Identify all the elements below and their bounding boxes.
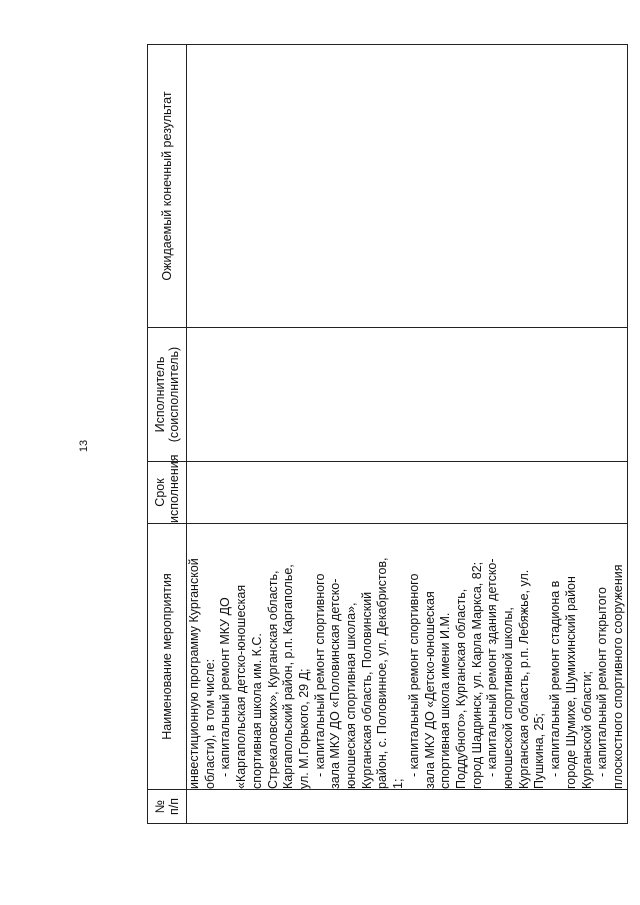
activity-text-line: Пушкина, 25; xyxy=(532,713,547,789)
cell-result xyxy=(187,45,628,328)
activity-text-line: плоскостного спортивного сооружения xyxy=(610,564,625,789)
activity-text-line: «Каргапольская детско-юношеская xyxy=(234,584,249,789)
activity-text-line: спортивная школа им. К.С. xyxy=(249,633,264,789)
header-num: № п/п xyxy=(148,790,187,824)
activity-text-line: Стрекаловских», Курганская область, xyxy=(265,570,280,789)
activity-text-line: город Шадринск, ул. Карла Маркса, 82; xyxy=(469,561,484,789)
activity-text-line: - капитальный ремонт МКУ ДО xyxy=(218,597,233,777)
activity-text-line: - капитальный ремонт спортивного xyxy=(312,573,327,777)
activity-text-line: Курганская область, р.п. Лебяжье, ул. xyxy=(516,569,531,789)
page-number: 13 xyxy=(78,439,90,453)
rotated-table-wrapper xyxy=(147,45,625,824)
activity-text-line: 1; xyxy=(391,778,406,789)
activity-text-line: спортивная школа имени И.М. xyxy=(438,612,453,789)
activity-text-line: городе Шумихе, Шумихинский район xyxy=(563,576,578,789)
table-row xyxy=(187,45,628,824)
activity-text-line: - капитальный ремонт спортивного xyxy=(406,573,421,777)
activity-text-line: инвестиционную программу Курганской xyxy=(187,558,201,789)
table-header-row xyxy=(148,45,187,824)
header-result: Ожидаемый конечный результат xyxy=(148,45,187,328)
activity-text-line: - капитальный ремонт стадиона в xyxy=(548,580,563,777)
activity-text-line: - капитальный ремонт здания детско- xyxy=(485,558,500,777)
header-name: Наименование мероприятия xyxy=(148,524,187,790)
activity-text-line: юношеской спортивной школы, xyxy=(501,607,516,789)
cell-executor xyxy=(187,328,628,462)
activities-table xyxy=(147,44,628,824)
activity-text-line: юношеская спортивная школа», xyxy=(344,602,359,789)
activity-text-line: зала МКУ ДО «Половинская детско- xyxy=(328,578,343,789)
cell-num xyxy=(187,790,628,824)
header-executor: Исполнитель (соисполнитель) xyxy=(148,328,187,462)
activity-text-line: - капитальный ремонт открытого xyxy=(595,587,610,777)
cell-deadline xyxy=(187,462,628,524)
cell-activity-name xyxy=(187,524,628,790)
activity-text-line: Каргапольский район, р.п. Каргаполье, xyxy=(281,564,296,789)
activity-text-line: Курганская область, Половинский xyxy=(359,591,374,789)
activity-text-line: район, с. Половинное, ул. Декабристов, xyxy=(375,557,390,789)
activity-text-line: ул. М.Горького, 29 Д; xyxy=(296,668,311,789)
header-deadline: Срок исполнения xyxy=(148,462,187,524)
activity-text-line: области), в том числе: xyxy=(202,658,217,789)
activity-text-line: Курганской области; xyxy=(579,671,594,789)
activity-text-line: зала МКУ ДО «Детско-юношеская xyxy=(422,591,437,789)
activity-text-line: Поддубного», Курганская область, xyxy=(453,588,468,789)
